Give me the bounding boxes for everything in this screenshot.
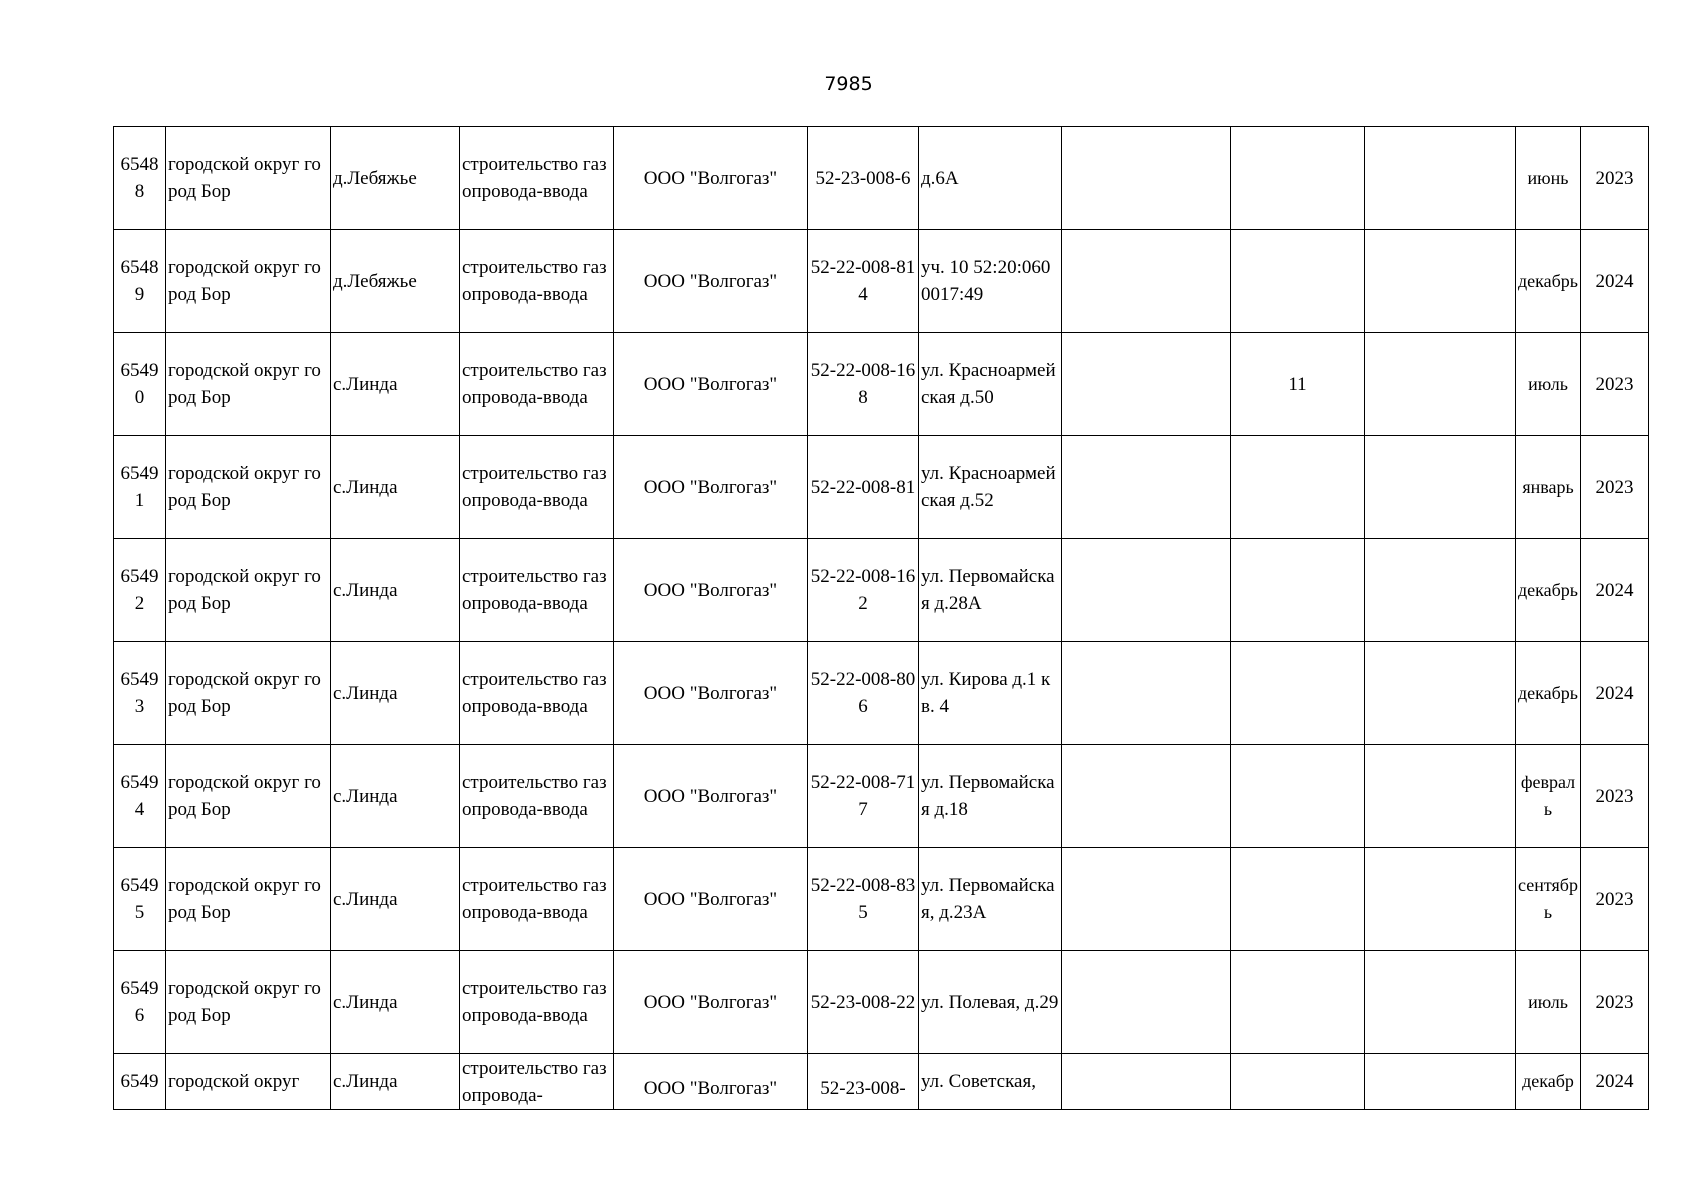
record-number: 6549 5 (114, 848, 166, 951)
district-cell: городской округ город Бор (166, 642, 331, 745)
organization-cell: ООО "Волгогаз" (614, 333, 808, 436)
count-cell (1231, 1054, 1365, 1110)
address-cell: ул. Красноармейская д.50 (919, 333, 1062, 436)
record-number: 6548 8 (114, 127, 166, 230)
organization-cell: ООО "Волгогаз" (614, 1054, 808, 1110)
code-cell: 52-22-008-806 (808, 642, 919, 745)
record-number: 6549 4 (114, 745, 166, 848)
settlement-cell: с.Линда (331, 333, 460, 436)
table-row (114, 1054, 1649, 1110)
empty-cell-10 (1365, 539, 1516, 642)
work-type-cell: строительство газопровода-ввода (460, 848, 614, 951)
address-cell: ул. Первомайская, д.23А (919, 848, 1062, 951)
settlement-cell: с.Линда (331, 848, 460, 951)
month-cell: июль (1516, 333, 1581, 436)
code-cell: 52-23-008- (808, 1054, 919, 1110)
year-cell: 2023 (1581, 333, 1649, 436)
count-cell (1231, 539, 1365, 642)
address-cell: ул. Советская, (919, 1054, 1062, 1110)
work-type-cell: строительство газопровода-ввода (460, 642, 614, 745)
code-cell: 52-22-008-162 (808, 539, 919, 642)
record-number: 6549 (114, 1054, 166, 1110)
year-cell: 2024 (1581, 539, 1649, 642)
code-cell: 52-23-008-22 (808, 951, 919, 1054)
record-number: 6549 3 (114, 642, 166, 745)
month-cell: декабрь (1516, 642, 1581, 745)
empty-cell-8 (1062, 951, 1231, 1054)
table-row (114, 951, 1649, 1054)
code-cell: 52-22-008-81 (808, 436, 919, 539)
table-row (114, 127, 1649, 230)
code-cell: 52-22-008-814 (808, 230, 919, 333)
settlement-cell: с.Линда (331, 1054, 460, 1110)
code-cell: 52-23-008-6 (808, 127, 919, 230)
address-cell: ул. Полевая, д.29 (919, 951, 1062, 1054)
count-cell (1231, 745, 1365, 848)
code-cell: 52-22-008-717 (808, 745, 919, 848)
work-type-cell: строительство газопровода-ввода (460, 539, 614, 642)
empty-cell-8 (1062, 436, 1231, 539)
district-cell: городской округ город Бор (166, 745, 331, 848)
organization-cell: ООО "Волгогаз" (614, 848, 808, 951)
address-cell: ул. Первомайская д.18 (919, 745, 1062, 848)
empty-cell-10 (1365, 745, 1516, 848)
empty-cell-10 (1365, 642, 1516, 745)
empty-cell-8 (1062, 745, 1231, 848)
year-cell: 2023 (1581, 745, 1649, 848)
organization-cell: ООО "Волгогаз" (614, 642, 808, 745)
table-row (114, 333, 1649, 436)
address-cell: ул. Кирова д.1 кв. 4 (919, 642, 1062, 745)
organization-cell: ООО "Волгогаз" (614, 745, 808, 848)
month-cell: декабрь (1516, 230, 1581, 333)
work-type-cell: строительство газопровода-ввода (460, 436, 614, 539)
settlement-cell: с.Линда (331, 642, 460, 745)
settlement-cell: с.Линда (331, 951, 460, 1054)
work-type-cell: строительство газопровода-ввода (460, 333, 614, 436)
table-row (114, 848, 1649, 951)
table-row (114, 436, 1649, 539)
month-cell: декабрь (1516, 539, 1581, 642)
month-cell: июнь (1516, 127, 1581, 230)
table-row (114, 642, 1649, 745)
year-cell: 2024 (1581, 1054, 1649, 1110)
empty-cell-8 (1062, 230, 1231, 333)
organization-cell: ООО "Волгогаз" (614, 539, 808, 642)
settlement-cell: д.Лебяжье (331, 230, 460, 333)
district-cell: городской округ город Бор (166, 848, 331, 951)
empty-cell-10 (1365, 333, 1516, 436)
address-cell: ул. Первомайская д.28А (919, 539, 1062, 642)
year-cell: 2023 (1581, 951, 1649, 1054)
settlement-cell: с.Линда (331, 745, 460, 848)
empty-cell-10 (1365, 127, 1516, 230)
code-cell: 52-22-008-168 (808, 333, 919, 436)
table-row (114, 539, 1649, 642)
code-cell: 52-22-008-835 (808, 848, 919, 951)
record-number: 6549 1 (114, 436, 166, 539)
organization-cell: ООО "Волгогаз" (614, 127, 808, 230)
record-number: 6549 0 (114, 333, 166, 436)
record-number: 6549 6 (114, 951, 166, 1054)
address-cell: д.6А (919, 127, 1062, 230)
organization-cell: ООО "Волгогаз" (614, 436, 808, 539)
year-cell: 2023 (1581, 127, 1649, 230)
work-type-cell: строительство газопровода-ввода (460, 951, 614, 1054)
month-cell: декабр (1516, 1054, 1581, 1110)
empty-cell-10 (1365, 1054, 1516, 1110)
address-cell: ул. Красноармейская д.52 (919, 436, 1062, 539)
district-cell: городской округ город Бор (166, 951, 331, 1054)
work-type-cell: строительство газопровода- (460, 1054, 614, 1110)
table-row (114, 745, 1649, 848)
empty-cell-8 (1062, 333, 1231, 436)
month-cell: февраль (1516, 745, 1581, 848)
district-cell: городской округ город Бор (166, 230, 331, 333)
year-cell: 2023 (1581, 848, 1649, 951)
count-cell (1231, 436, 1365, 539)
empty-cell-8 (1062, 1054, 1231, 1110)
settlement-cell: д.Лебяжье (331, 127, 460, 230)
settlement-cell: с.Линда (331, 436, 460, 539)
month-cell: сентябрь (1516, 848, 1581, 951)
count-cell (1231, 848, 1365, 951)
record-number: 6548 9 (114, 230, 166, 333)
count-cell (1231, 230, 1365, 333)
count-cell (1231, 642, 1365, 745)
table-row (114, 230, 1649, 333)
empty-cell-8 (1062, 127, 1231, 230)
count-cell: 11 (1231, 333, 1365, 436)
month-cell: январь (1516, 436, 1581, 539)
work-type-cell: строительство газопровода-ввода (460, 745, 614, 848)
empty-cell-10 (1365, 951, 1516, 1054)
empty-cell-8 (1062, 539, 1231, 642)
empty-cell-10 (1365, 230, 1516, 333)
work-type-cell: строительство газопровода-ввода (460, 230, 614, 333)
organization-cell: ООО "Волгогаз" (614, 230, 808, 333)
month-cell: июль (1516, 951, 1581, 1054)
count-cell (1231, 951, 1365, 1054)
year-cell: 2024 (1581, 642, 1649, 745)
settlement-cell: с.Линда (331, 539, 460, 642)
year-cell: 2024 (1581, 230, 1649, 333)
empty-cell-8 (1062, 848, 1231, 951)
year-cell: 2023 (1581, 436, 1649, 539)
empty-cell-10 (1365, 436, 1516, 539)
district-cell: городской округ город Бор (166, 436, 331, 539)
record-number: 6549 2 (114, 539, 166, 642)
district-cell: городской округ город Бор (166, 127, 331, 230)
district-cell: городской округ (166, 1054, 331, 1110)
register-table (113, 126, 1649, 1110)
count-cell (1231, 127, 1365, 230)
district-cell: городской округ город Бор (166, 539, 331, 642)
district-cell: городской округ город Бор (166, 333, 331, 436)
work-type-cell: строительство газопровода-ввода (460, 127, 614, 230)
page-number: 7985 (824, 73, 873, 95)
address-cell: уч. 10 52:20:0600017:49 (919, 230, 1062, 333)
empty-cell-10 (1365, 848, 1516, 951)
empty-cell-8 (1062, 642, 1231, 745)
organization-cell: ООО "Волгогаз" (614, 951, 808, 1054)
